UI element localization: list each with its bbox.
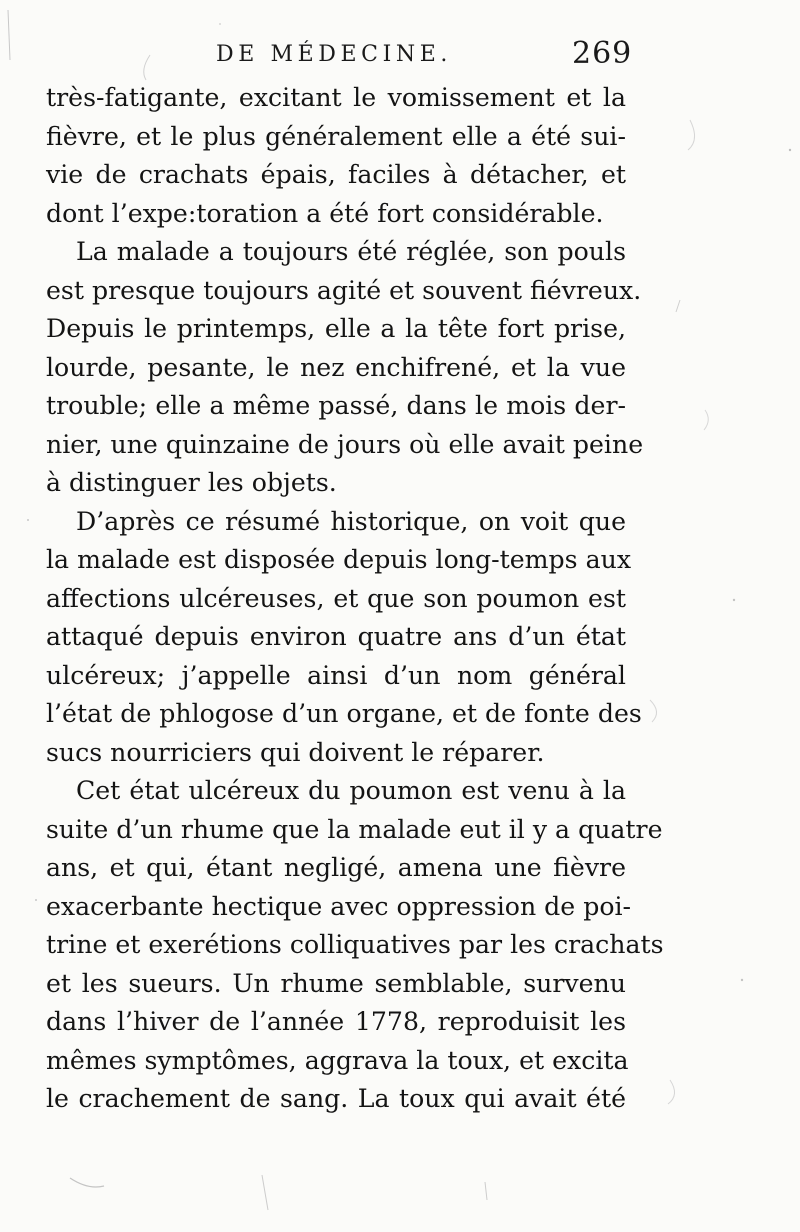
paragraph-first-line: D’après ce résumé historique, on voit que: [76, 506, 626, 536]
page-number: 269: [572, 36, 633, 71]
text-line: l’état de phlogose d’un organe, et de fonte des: [46, 699, 642, 728]
text-line: lourde, pesante, le nez enchifrené, et la vue: [46, 352, 626, 382]
text-line: le crachement de sang. La toux qui avait été: [46, 1084, 626, 1113]
text-line: Depuis le printemps, elle a la tête fort prise,: [46, 314, 626, 343]
paragraph-first-line: Cet état ulcéreux du poumon est venu à la: [76, 776, 626, 805]
text-line: trine et exerétions colliquatives par les crachats: [46, 930, 664, 959]
text-line: à distinguer les objets.: [46, 468, 337, 497]
text-line: est presque toujours agité et souvent fiévreux.: [46, 275, 642, 305]
text-line: vie de crachats épais, faciles à détacher, et: [46, 160, 626, 189]
text-line: sucs nourriciers qui doivent le réparer.: [46, 737, 545, 767]
text-line: dans l’hiver de l’année 1778, reproduisit les: [46, 1007, 626, 1036]
body-text: [46, 79, 664, 1119]
text-line: attaqué depuis environ quatre ans d’un état: [46, 622, 626, 651]
text-line: exacerbante hectique avec oppression de poi-: [46, 891, 632, 921]
running-head: [0, 30, 800, 80]
text-line: et les sueurs. Un rhume semblable, survenu: [46, 968, 626, 998]
text-line: fièvre, et le plus généralement elle a été sui-: [46, 121, 626, 151]
text-line: suite d’un rhume que la malade eut il y a quatre: [46, 814, 663, 844]
text-line: ulcéreux; j’appelle ainsi d’un nom général: [46, 660, 626, 690]
text-line: nier, une quinzaine de jours où elle avait peine: [46, 429, 644, 459]
paragraph-first-line: La malade a toujours été réglée, son pouls: [76, 237, 626, 266]
text-line: la malade est disposée depuis long-temps aux: [46, 545, 632, 574]
running-title: DE MÉDECINE.: [216, 42, 453, 67]
text-line: dont l’expe:toration a été fort considérable.: [46, 198, 604, 228]
text-line: mêmes symptômes, aggrava la toux, et excita: [46, 1045, 629, 1075]
text-line: très-fatigante, excitant le vomissement et la: [46, 83, 626, 112]
text-line: trouble; elle a même passé, dans le mois der-: [46, 391, 626, 420]
text-line: ans, et qui, étant negligé, amena une fièvre: [46, 853, 626, 882]
text-line: affections ulcéreuses, et que son poumon est: [46, 583, 626, 613]
